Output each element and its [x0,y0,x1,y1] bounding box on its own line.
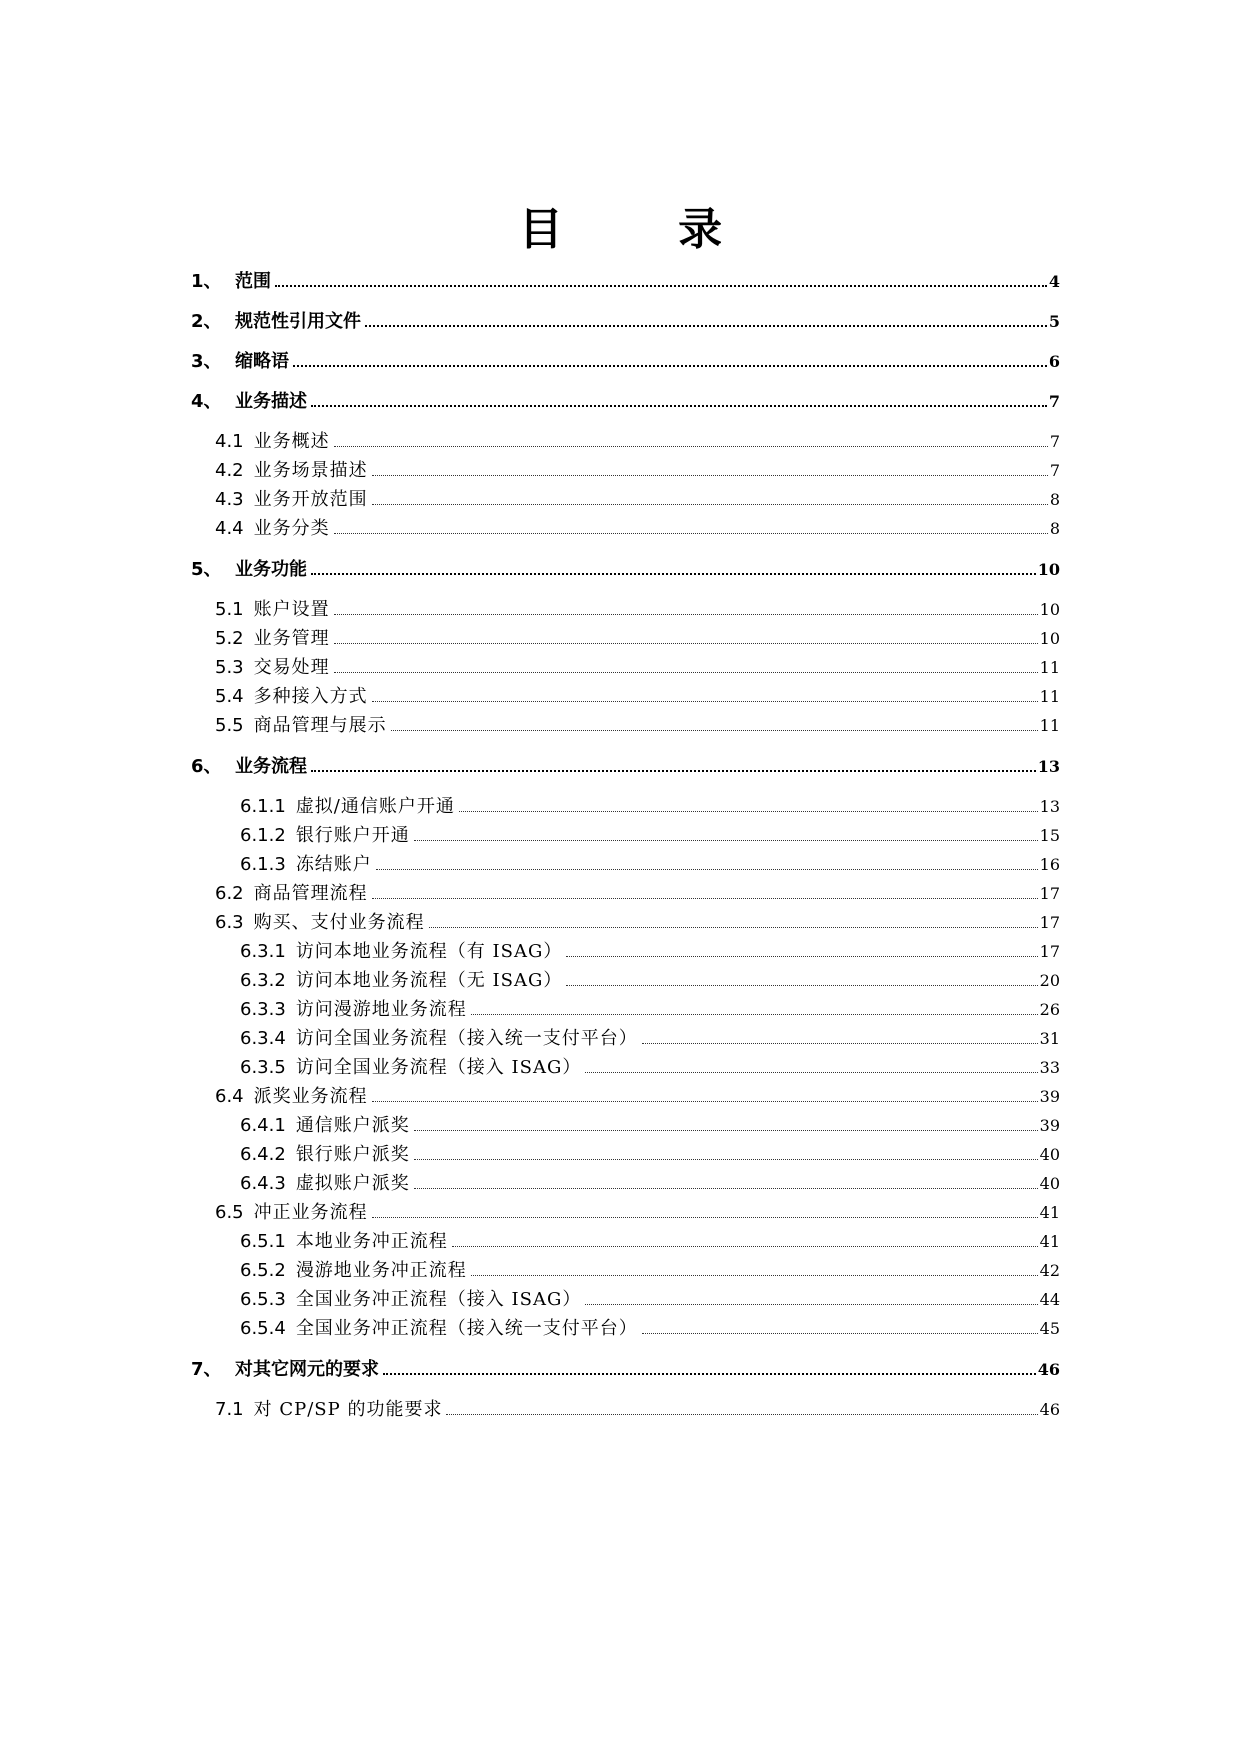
toc-entry-label: 购买、支付业务流程 [253,912,425,933]
toc-entry-number: 6、 [191,756,222,777]
toc-entry-label: 冻结账户 [295,854,372,875]
toc-entry-label: 业务分类 [253,518,330,539]
toc-entry[interactable] [215,456,1060,482]
dot-leader [376,869,1038,870]
toc-entry-page-number: 41 [1039,1203,1060,1222]
toc-entry-page-number: 39 [1039,1116,1060,1135]
dot-leader [414,840,1038,841]
toc-entry-page-number: 13 [1037,757,1060,776]
toc-entry[interactable] [191,1355,1060,1381]
dot-leader [311,405,1047,407]
toc-entry-label: 访问本地业务流程（无 ISAG） [295,970,563,991]
toc-entry[interactable] [240,995,1060,1021]
toc-entry[interactable] [240,792,1060,818]
toc-entry-number: 5.1 [215,599,244,620]
toc-entry-page-number: 5 [1048,312,1060,331]
toc-entry-label: 漫游地业务冲正流程 [295,1260,467,1281]
toc-entry-number: 6.4.2 [240,1144,286,1165]
toc-entry-label: 业务功能 [235,559,307,580]
toc-entry[interactable] [215,908,1060,934]
toc-entry-label: 业务流程 [235,756,307,777]
toc-entry-number: 4.2 [215,460,244,481]
toc-entry-number: 3、 [191,351,222,372]
toc-entry-page-number: 46 [1039,1400,1060,1419]
dot-leader [311,573,1036,575]
toc-entry-number: 6.2 [215,883,244,904]
dot-leader [585,1304,1037,1305]
dot-leader [334,446,1048,447]
toc-entry-page-number: 39 [1039,1087,1060,1106]
toc-entry-label: 虚拟/通信账户开通 [295,796,455,817]
toc-entry-page-number: 40 [1039,1145,1060,1164]
toc-entry-page-number: 44 [1039,1290,1060,1309]
dot-leader [275,285,1047,287]
toc-entry[interactable] [215,879,1060,905]
toc-entry-label: 全国业务冲正流程（接入 ISAG） [295,1289,582,1310]
toc-entry-label: 银行账户开通 [295,825,410,846]
toc-entry-number: 4.3 [215,489,244,510]
toc-entry[interactable] [215,1395,1060,1421]
toc-entry[interactable] [191,307,1060,333]
dot-leader [391,730,1038,731]
toc-entry-number: 6.5.3 [240,1289,286,1310]
toc-entry-page-number: 4 [1048,272,1060,291]
toc-entry-page-number: 17 [1039,913,1060,932]
toc-entry-number: 7、 [191,1359,222,1380]
dot-leader [372,701,1038,702]
dot-leader [372,504,1048,505]
toc-entry[interactable] [240,1169,1060,1195]
toc-entry-label: 访问全国业务流程（接入统一支付平台） [295,1028,638,1049]
toc-entry-page-number: 20 [1039,971,1060,990]
toc-entry-page-number: 17 [1039,884,1060,903]
toc-entry-page-number: 10 [1039,629,1060,648]
toc-entry-label: 多种接入方式 [253,686,368,707]
dot-leader [414,1130,1038,1131]
toc-entry-page-number: 16 [1039,855,1060,874]
toc-entry-number: 6.4 [215,1086,244,1107]
toc-entry-page-number: 6 [1048,352,1060,371]
toc-entry-label: 派奖业务流程 [253,1086,368,1107]
dot-leader [414,1188,1038,1189]
toc-entry[interactable] [191,267,1060,293]
toc-entry-page-number: 7 [1049,461,1060,480]
toc-entry-label: 访问全国业务流程（接入 ISAG） [295,1057,582,1078]
toc-entry-number: 4.4 [215,518,244,539]
toc-entry-page-number: 31 [1039,1029,1060,1048]
toc-entry[interactable] [240,1256,1060,1282]
toc-entry-page-number: 13 [1039,797,1060,816]
toc-entry-label: 规范性引用文件 [235,311,361,332]
toc-entry-page-number: 26 [1039,1000,1060,1019]
toc-entry[interactable] [215,1198,1060,1224]
dot-leader [334,672,1038,673]
toc-entry-page-number: 11 [1039,687,1060,706]
dot-leader [452,1246,1038,1247]
dot-leader [334,614,1038,615]
toc-entry-label: 业务开放范围 [253,489,368,510]
toc-entry-page-number: 33 [1039,1058,1060,1077]
toc-entry-label: 业务概述 [253,431,330,452]
toc-entry-label: 缩略语 [235,351,289,372]
dot-leader [414,1159,1038,1160]
toc-entry-number: 6.3.4 [240,1028,286,1049]
toc-entry-page-number: 11 [1039,716,1060,735]
toc-entry-page-number: 8 [1049,490,1060,509]
toc-entry-page-number: 10 [1039,600,1060,619]
dot-leader [293,365,1047,367]
toc-entry-number: 6.5.1 [240,1231,286,1252]
toc-entry-number: 6.1.2 [240,825,286,846]
dot-leader [585,1072,1037,1073]
toc-entry-number: 4.1 [215,431,244,452]
toc-entry-number: 5.5 [215,715,244,736]
toc-entry-label: 虚拟账户派奖 [295,1173,410,1194]
toc-entry-page-number: 46 [1037,1360,1060,1379]
toc-entry-page-number: 7 [1049,432,1060,451]
dot-leader [383,1373,1036,1375]
toc-entry-number: 5、 [191,559,222,580]
toc-entry-number: 6.3.5 [240,1057,286,1078]
toc-entry-label: 访问漫游地业务流程 [295,999,467,1020]
toc-entry[interactable] [240,966,1060,992]
toc-entry-label: 交易处理 [253,657,330,678]
toc-entry[interactable] [240,1024,1060,1050]
dot-leader [446,1414,1037,1415]
dot-leader [642,1043,1038,1044]
toc-entry-label: 账户设置 [253,599,330,620]
dot-leader [311,770,1036,772]
toc-entry[interactable] [215,595,1060,621]
toc-entry-label: 业务管理 [253,628,330,649]
toc-entry-number: 6.4.1 [240,1115,286,1136]
toc-entry-number: 6.3.2 [240,970,286,991]
toc-entry-label: 范围 [235,271,271,292]
toc-entry[interactable] [240,1053,1060,1079]
toc-entry-number: 1、 [191,271,222,292]
toc-entry-page-number: 7 [1048,392,1060,411]
toc-entry[interactable] [215,485,1060,511]
page-title: 目 录 [518,204,773,255]
toc-entry[interactable] [240,937,1060,963]
toc-entry-label: 商品管理流程 [253,883,368,904]
toc-entry[interactable] [240,1285,1060,1311]
toc-entry-number: 6.5 [215,1202,244,1223]
dot-leader [365,325,1047,327]
toc-entry-number: 4、 [191,391,222,412]
dot-leader [429,927,1038,928]
toc-entry[interactable] [240,821,1060,847]
toc-entry-page-number: 45 [1039,1319,1060,1338]
dot-leader [334,643,1038,644]
toc-entry-number: 6.3 [215,912,244,933]
toc-entry-label: 对 CP/SP 的功能要求 [253,1399,443,1420]
toc-entry[interactable] [215,711,1060,737]
toc-entry-label: 通信账户派奖 [295,1115,410,1136]
dot-leader [459,811,1038,812]
toc-entry-page-number: 11 [1039,658,1060,677]
toc-entry[interactable] [191,387,1060,413]
toc-entry[interactable] [215,624,1060,650]
toc-entry[interactable] [240,1140,1060,1166]
toc-entry[interactable] [191,752,1060,778]
dot-leader [334,533,1048,534]
toc-entry-label: 全国业务冲正流程（接入统一支付平台） [295,1318,638,1339]
toc-entry[interactable] [215,682,1060,708]
toc-entry[interactable] [215,653,1060,679]
toc-entry-page-number: 17 [1039,942,1060,961]
toc-entry-label: 银行账户派奖 [295,1144,410,1165]
toc-entry-page-number: 8 [1049,519,1060,538]
dot-leader [566,956,1037,957]
toc-entry-number: 6.1.1 [240,796,286,817]
toc-entry-number: 2、 [191,311,222,332]
toc-entry-number: 5.3 [215,657,244,678]
dot-leader [471,1275,1038,1276]
toc-entry-label: 商品管理与展示 [253,715,387,736]
dot-leader [642,1333,1038,1334]
dot-leader [372,1101,1038,1102]
toc-entry-page-number: 15 [1039,826,1060,845]
toc-entry-label: 本地业务冲正流程 [295,1231,448,1252]
toc-entry-page-number: 40 [1039,1174,1060,1193]
toc-entry-label: 冲正业务流程 [253,1202,368,1223]
toc-entry[interactable] [240,1314,1060,1340]
toc-entry[interactable] [240,850,1060,876]
toc-entry[interactable] [240,1227,1060,1253]
toc-entry-number: 5.4 [215,686,244,707]
toc-entry-number: 6.3.1 [240,941,286,962]
toc-entry-page-number: 41 [1039,1232,1060,1251]
dot-leader [372,1217,1038,1218]
toc-entry-label: 业务描述 [235,391,307,412]
toc-entry[interactable] [191,347,1060,373]
dot-leader [372,898,1038,899]
toc-entry[interactable] [215,514,1060,540]
toc-entry-number: 6.4.3 [240,1173,286,1194]
toc-entry-label: 对其它网元的要求 [235,1359,379,1380]
toc-entry-number: 6.5.4 [240,1318,286,1339]
toc-entry-number: 6.5.2 [240,1260,286,1281]
toc-entry-page-number: 10 [1037,560,1060,579]
toc-entry-page-number: 42 [1039,1261,1060,1280]
toc-entry-label: 业务场景描述 [253,460,368,481]
toc-entry[interactable] [215,1082,1060,1108]
dot-leader [471,1014,1038,1015]
dot-leader [566,985,1037,986]
toc-entry[interactable] [191,555,1060,581]
toc-entry[interactable] [240,1111,1060,1137]
toc-entry-number: 6.3.3 [240,999,286,1020]
dot-leader [372,475,1048,476]
toc-entry-label: 访问本地业务流程（有 ISAG） [295,941,563,962]
toc-entry-number: 5.2 [215,628,244,649]
toc-entry-number: 6.1.3 [240,854,286,875]
toc-entry[interactable] [215,427,1060,453]
toc-entry-number: 7.1 [215,1399,244,1420]
